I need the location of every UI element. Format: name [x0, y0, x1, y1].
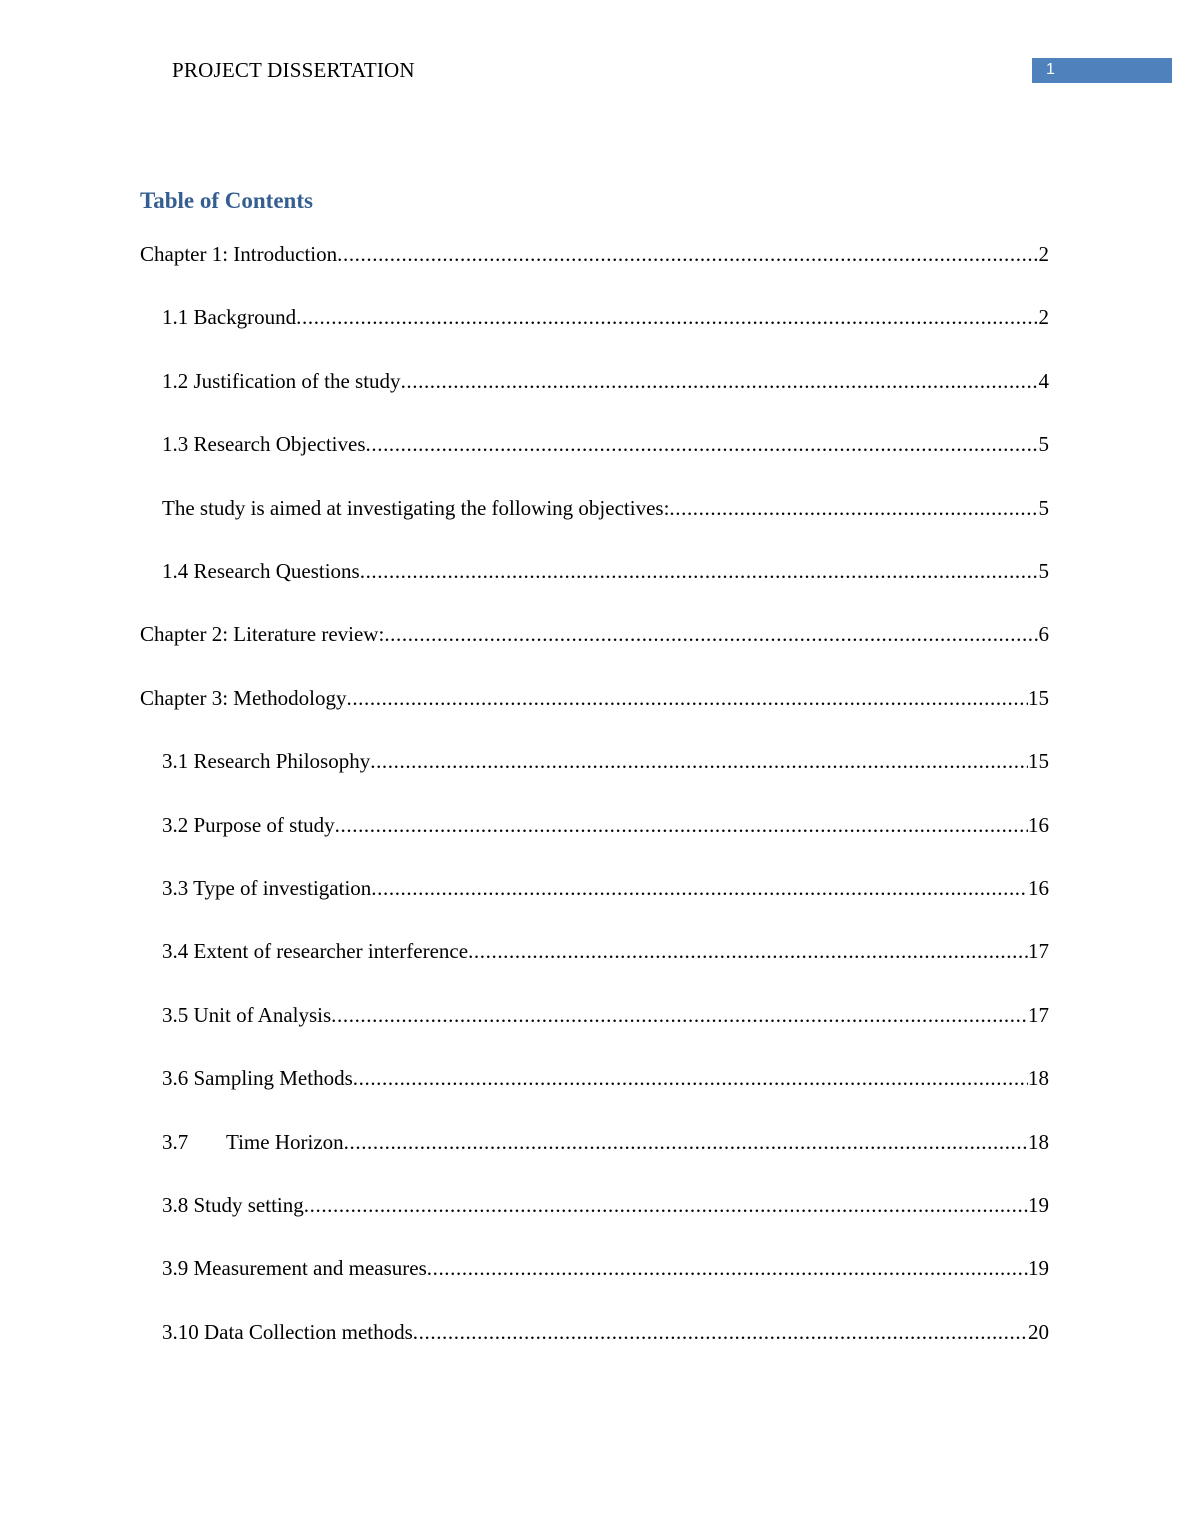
toc-dot-leader [296, 303, 1038, 331]
toc-entry-page: 18 [1028, 1066, 1049, 1090]
toc-entry-page: 15 [1028, 749, 1049, 773]
toc-dot-leader [353, 1064, 1028, 1092]
toc-dot-leader [427, 1254, 1028, 1282]
page-number: 1 [1046, 61, 1055, 78]
toc-entry-page: 2 [1038, 305, 1049, 329]
toc-entry-title: 3.1 Research Philosophy [162, 749, 371, 773]
toc-entry-page: 4 [1038, 369, 1049, 393]
toc-entry-page: 19 [1028, 1256, 1049, 1280]
toc-entry-page: 15 [1028, 686, 1049, 710]
toc-entry-title: 3.10 Data Collection methods [162, 1320, 413, 1344]
toc-entry-page: 17 [1028, 939, 1049, 963]
toc-dot-leader [366, 430, 1039, 458]
toc-entry-title: 1.1 Background [162, 305, 297, 329]
toc-entry[interactable] [162, 303, 1049, 331]
toc-dot-leader [401, 367, 1039, 395]
toc-entry-title: Chapter 3: Methodology [140, 686, 347, 710]
toc-entry[interactable] [162, 1254, 1049, 1282]
toc-entry-title: Chapter 2: Literature review: [140, 622, 385, 646]
toc-entry-title: 3.8 Study setting [162, 1193, 304, 1217]
toc-entry-page: 16 [1028, 876, 1049, 900]
toc-entry-page: 5 [1038, 559, 1049, 583]
toc-entry-page: 18 [1028, 1130, 1049, 1154]
running-head: PROJECT DISSERTATION [172, 58, 415, 82]
toc-entry-title: 3.6 Sampling Methods [162, 1066, 353, 1090]
toc-entry[interactable] [162, 1318, 1049, 1346]
toc-dot-leader [413, 1318, 1028, 1346]
toc-entry-page: 5 [1038, 432, 1049, 456]
toc-entry-page: 16 [1028, 813, 1049, 837]
toc-entry-title: Time Horizon [226, 1130, 344, 1154]
toc-entry-title: 3.4 Extent of researcher interference [162, 939, 469, 963]
toc-entry-page: 20 [1028, 1320, 1049, 1344]
toc-entry[interactable] [162, 811, 1049, 839]
toc-dot-leader [384, 620, 1038, 648]
toc-heading: Table of Contents [140, 188, 313, 213]
toc-entry[interactable] [162, 1001, 1049, 1029]
toc-dot-leader [371, 874, 1028, 902]
toc-entry-title: 3.2 Purpose of study [162, 813, 335, 837]
toc-entry[interactable] [140, 620, 1049, 648]
toc-entry[interactable] [162, 747, 1049, 775]
toc-dot-leader [344, 1128, 1028, 1156]
toc-entry-title: 3.3 Type of investigation [162, 876, 372, 900]
toc-entry-page: 5 [1038, 496, 1049, 520]
toc-dot-leader [346, 684, 1028, 712]
toc-entry-title: 1.3 Research Objectives [162, 432, 366, 456]
toc-entry[interactable] [162, 430, 1049, 458]
toc-entry-page: 2 [1038, 242, 1049, 266]
toc-dot-leader [669, 494, 1038, 522]
toc-entry[interactable] [140, 240, 1049, 268]
toc-entry[interactable] [162, 494, 1049, 522]
toc-entry-title: 3.9 Measurement and measures [162, 1256, 427, 1280]
toc-dot-leader [360, 557, 1039, 585]
toc-entry[interactable] [140, 684, 1049, 712]
toc-entry[interactable] [162, 557, 1049, 585]
toc-entry-title: The study is aimed at investigating the following objectives: [162, 496, 670, 520]
toc-dot-leader [468, 937, 1028, 965]
toc-entry-page: 19 [1028, 1193, 1049, 1217]
toc-entry-page: 17 [1028, 1003, 1049, 1027]
toc-entry[interactable] [162, 1128, 1049, 1156]
toc-dot-leader [331, 1001, 1028, 1029]
toc-dot-leader [337, 240, 1038, 268]
toc-dot-leader [304, 1191, 1028, 1219]
page-number-box [1032, 58, 1172, 83]
toc-entry-title: Chapter 1: Introduction [140, 242, 338, 266]
toc-dot-leader [370, 747, 1028, 775]
toc-entry-number: 3.7 [162, 1130, 189, 1154]
toc-entry-page: 6 [1038, 622, 1049, 646]
toc-entry[interactable] [162, 1191, 1049, 1219]
toc-dot-leader [335, 811, 1028, 839]
toc-entry[interactable] [162, 874, 1049, 902]
toc-entry[interactable] [162, 937, 1049, 965]
toc-entry[interactable] [162, 367, 1049, 395]
toc-entry-title: 1.2 Justification of the study [162, 369, 401, 393]
toc-entry-title: 3.5 Unit of Analysis [162, 1003, 332, 1027]
toc-entry-title: 1.4 Research Questions [162, 559, 360, 583]
toc-entry[interactable] [162, 1064, 1049, 1092]
